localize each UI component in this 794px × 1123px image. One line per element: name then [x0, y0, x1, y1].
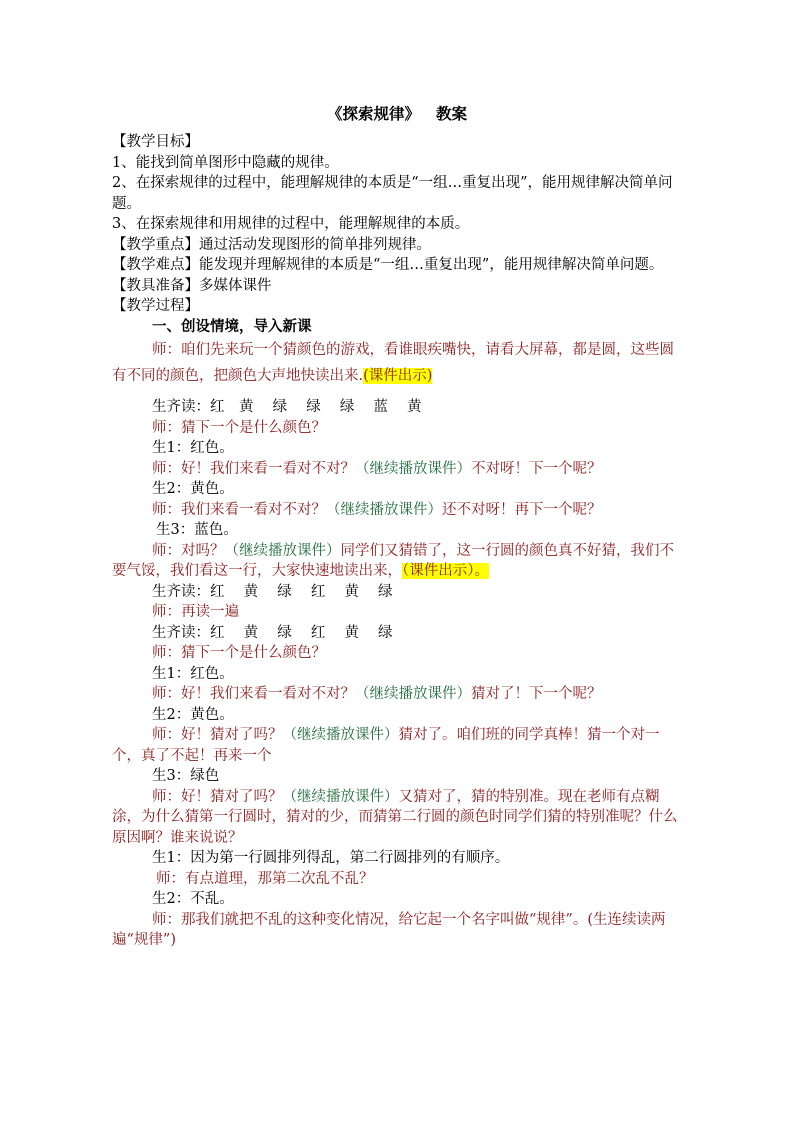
highlight-courseware-1: (课件出示)	[363, 368, 433, 384]
student-line-12: 生齐读：红 黄 绿 红 黄 绿	[152, 624, 393, 641]
teacher-line-19-a: 师：好！猜对了吗？	[152, 788, 283, 805]
student-line-16: 生2：黄色。	[152, 706, 234, 723]
student-line-8: 生3：蓝色。	[156, 522, 238, 538]
goal-item-3: 3、在探索规律和用规律的过程中，能理解规律的本质。	[112, 216, 470, 232]
teacher-line-5	[112, 459, 682, 480]
teacher-line-5-c: 不对呀！下一个呢？	[471, 460, 602, 477]
section-heading-1: 一、创设情境，导入新课	[152, 317, 312, 335]
teacher-line-15	[112, 684, 682, 705]
student-line-2: 生齐读：红 黄 绿 绿 绿 蓝 黄	[152, 399, 422, 415]
teacher-line-9-c: 同学们又猜错了，这一行圆的颜色真不好猜，我们不要气馁，我们看这一行，大家快速地读出来，	[112, 542, 674, 579]
teacher-line-9-note: （继续播放课件）	[224, 542, 341, 559]
key-label: 【教学重点】	[112, 236, 199, 253]
goal-item-2: 2、在探索规律的过程中，能理解规律的本质是“一组…重复出现”，能用规律解决简单问题。	[112, 175, 673, 212]
tools-label: 【教具准备】	[112, 277, 199, 294]
teacher-line-17-note: （继续播放课件）	[282, 727, 399, 743]
tools-text: 多媒体课件	[199, 277, 272, 294]
student-line-6: 生2：黄色。	[152, 481, 234, 497]
highlight-courseware-2: （课件出示）。	[402, 563, 489, 579]
teacher-line-7	[112, 500, 682, 521]
teacher-line-19-c: 又猜对了，猜的特别准。现在老师有点糊涂，为什么猜第一行圆时，猜对的少，而猜第二行圆的颜色时同学们猜的特别准呢？什么原因啊？谁来说说？	[112, 788, 678, 846]
teacher-line-19	[112, 787, 682, 849]
tools	[112, 276, 682, 297]
key-text: 通过活动发现图形的简单排列规律。	[199, 236, 431, 253]
teacher-line-15-a: 师：好！我们来看一看对不对？	[152, 686, 355, 702]
teacher-line-23: 师：那我们就把不乱的这种变化情况，给它起一个名字叫做“规律”。(生连续读两遍“规律”)	[112, 911, 666, 948]
teacher-line-13: 师：猜下一个是什么颜色？	[152, 645, 326, 661]
diff-text: 能发现并理解规律的本质是“一组…重复出现”，能用规律解决简单问题。	[199, 257, 664, 273]
teacher-line-7-c: 还不对呀！再下一个呢？	[442, 501, 602, 518]
goal-item-1: 1、能找到简单图形中隐藏的规律。	[112, 154, 339, 171]
diff-label: 【教学难点】	[112, 257, 199, 273]
process-header: 【教学过程】	[112, 298, 199, 314]
teacher-line-5-note: （继续播放课件）	[355, 460, 471, 477]
student-line-10: 生齐读：红 黄 绿 红 黄 绿	[152, 583, 393, 600]
teacher-line-3: 师：猜下一个是什么颜色？	[152, 419, 326, 436]
goals-header: 【教学目标】	[112, 134, 199, 150]
key-point	[112, 235, 682, 256]
teacher-line-19-note: （继续播放课件）	[282, 788, 399, 805]
difficulty	[112, 255, 682, 276]
teacher-line-21: 师：有点道理，那第二次乱不乱？	[156, 870, 374, 887]
student-line-18: 生3：绿色	[152, 768, 220, 784]
title-main: 《探索规律》	[326, 104, 420, 123]
teacher-line-15-note: （继续播放课件）	[355, 686, 471, 702]
teacher-line-7-a: 师：我们来看一看对不对？	[152, 501, 326, 518]
teacher-line-17-c: 猜对了。咱们班的同学真棒！猜一个对一个，真了不起！再来一个	[112, 727, 660, 764]
teacher-line-5-a: 师：好！我们来看一看对不对？	[152, 460, 355, 477]
document-title	[112, 104, 682, 124]
student-line-14: 生1：红色。	[152, 665, 234, 682]
teacher-line-1	[112, 337, 682, 389]
teacher-line-9-a: 师：对吗？	[152, 542, 225, 559]
teacher-line-9	[112, 541, 682, 582]
teacher-line-11: 师：再读一遍	[152, 604, 239, 620]
student-line-4: 生1：红色。	[152, 440, 234, 456]
teacher-line-1-text: 师：咱们先来玩一个猜颜色的游戏，看谁眼疾嘴快，请看大屏幕，都是圆，这些圆有不同的颜色，把颜色大声地快读出来.	[112, 342, 674, 384]
teacher-line-15-c: 猜对了！下一个呢？	[471, 686, 602, 702]
student-line-20: 生1：因为第一行圆排列得乱，第二行圆排列的有顺序。	[152, 850, 510, 866]
teacher-line-17-a: 师：好！猜对了吗？	[152, 727, 283, 743]
student-line-22: 生2：不乱。	[152, 891, 234, 907]
teacher-line-17	[112, 725, 682, 766]
teacher-line-7-note: （继续播放课件）	[326, 501, 442, 518]
lesson-plan-page	[112, 104, 682, 951]
title-suffix: 教案	[436, 104, 468, 123]
